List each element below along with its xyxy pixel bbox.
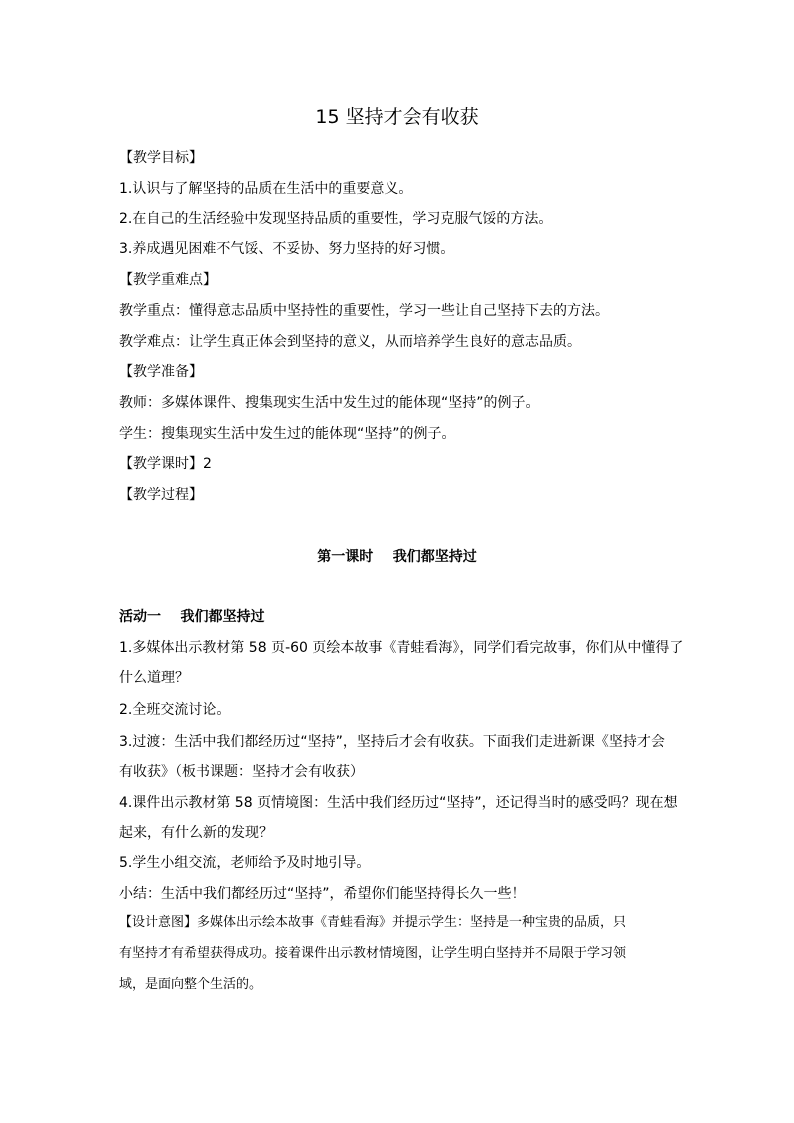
key-points-heading: 【教学重难点】: [119, 272, 217, 288]
objective-item: 1.认识与了解坚持的品质在生活中的重要意义。: [119, 181, 413, 197]
objective-item: 3.养成遇见困难不气馁、不妥协、努力坚持的好习惯。: [119, 241, 455, 257]
difficult-point: 教学难点：让学生真正体会到坚持的意义，从而培养学生良好的意志品质。: [119, 334, 581, 350]
key-point: 教学重点：懂得意志品质中坚持性的重要性，学习一些让自己坚持下去的方法。: [119, 303, 609, 319]
design-intent-line: 【设计意图】多媒体出示绘本故事《青蛙看海》并提示学生：坚持是一种宝贵的品质，只: [119, 915, 627, 930]
preparation-heading: 【教学准备】: [119, 364, 203, 380]
step-line: 2.全班交流讨论。: [119, 702, 231, 718]
page-title: 15 坚持才会有收获: [315, 106, 479, 128]
objectives-heading: 【教学目标】: [119, 150, 203, 166]
objective-item: 2.在自己的生活经验中发现坚持品质的重要性，学习克服气馁的方法。: [119, 211, 553, 227]
step-line: 5.学生小组交流，老师给予及时地引导。: [119, 855, 371, 871]
process-heading: 【教学过程】: [119, 487, 203, 503]
design-intent-line: 有坚持才有希望获得成功。接着课件出示教材情境图，让学生明白坚持并不局限于学习领: [119, 946, 627, 961]
step-line: 4.课件出示教材第 58 页情境图：生活中我们经历过“坚持”，还记得当时的感受吗？现在想: [119, 795, 678, 811]
step-line: 1.多媒体出示教材第 58 页-60 页绘本故事《青蛙看海》，同学们看完故事，你们从中懂得了: [119, 640, 684, 656]
step-line: 起来，有什么新的发现？: [119, 825, 273, 841]
summary-line: 小结：生活中我们都经历过“坚持”，希望你们能坚持得长久一些！: [119, 886, 526, 902]
step-line: 有收获》（板书课题：坚持才会有收获）: [119, 764, 364, 780]
periods: 【教学课时】2: [119, 456, 212, 472]
lesson-title: 第一课时 我们都坚持过: [317, 549, 477, 565]
step-line: 什么道理？: [119, 670, 189, 686]
step-line: 3.过渡：生活中我们都经历过“坚持”，坚持后才会有收获。下面我们走进新课《坚持才会: [119, 734, 665, 750]
design-intent-line: 域，是面向整个生活的。: [119, 977, 263, 992]
activity-title: 活动一 我们都坚持过: [119, 609, 265, 625]
teacher-prep: 教师：多媒体课件、搜集现实生活中发生过的能体现“坚持”的例子。: [119, 395, 540, 411]
student-prep: 学生：搜集现实生活中发生过的能体现“坚持”的例子。: [119, 426, 456, 442]
